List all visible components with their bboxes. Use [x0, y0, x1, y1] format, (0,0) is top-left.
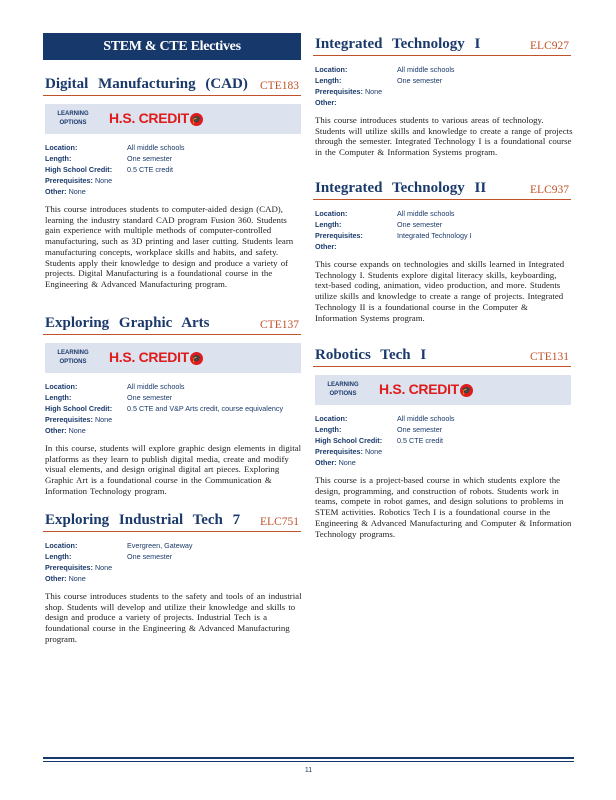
course-info	[315, 413, 571, 468]
location-label: Location:	[45, 143, 78, 152]
course-card	[313, 177, 571, 323]
course-info	[45, 381, 301, 436]
course-info	[45, 142, 301, 197]
course-code: ELC751	[260, 516, 299, 528]
course-title: Digital Manufacturing (CAD)	[45, 76, 248, 92]
course-header	[43, 312, 301, 335]
location-label: Location:	[45, 541, 78, 550]
other-label: Other:	[45, 426, 67, 435]
prereq-label: Prerequisites:	[315, 447, 363, 456]
length-label: Length:	[45, 552, 72, 561]
length-value: One semester	[397, 76, 443, 85]
course-description: This course introduces students to various areas of technology. Students will utilize skills and knowledge to create a range of projects through the semester. Integrated Technology I is a foundational course in the Computer & Information Systems program.	[315, 115, 573, 158]
other-label: Other:	[315, 98, 337, 107]
location-label: Location:	[315, 65, 348, 74]
course-title: Exploring Industrial Tech 7	[45, 512, 241, 528]
course-code: CTE137	[260, 319, 299, 331]
course-header	[43, 73, 301, 96]
hs-credit-value: 0.5 CTE credit	[397, 436, 443, 445]
length-label: Length:	[45, 154, 72, 163]
course-info	[315, 208, 571, 252]
hs-credit-label: H.S. CREDIT	[379, 381, 459, 397]
prereq-value: None	[364, 87, 383, 96]
course-card	[43, 312, 301, 497]
length-label: Length:	[45, 393, 72, 402]
course-code: ELC937	[530, 184, 569, 196]
section-banner: STEM & CTE Electives	[43, 33, 301, 60]
location-value: All middle schools	[397, 414, 455, 423]
learning-options-label: LEARNING OPTIONS	[327, 382, 359, 397]
course-description: In this course, students will explore graphic design elements in digital platforms as they learn to publish digital media, create and modify visual elements, and design original digital art pieces. Exploring Graphic Art is a foundational course in the Communication & Information Technology program.	[45, 443, 302, 496]
location-label: Location:	[315, 209, 348, 218]
prereq-value: Integrated Technology I	[397, 231, 472, 240]
prereq-label: Prerequisites:	[315, 231, 363, 240]
course-card	[43, 73, 301, 290]
length-value: One semester	[127, 154, 173, 163]
hs-credit-badge	[379, 381, 473, 397]
hs-credit-badge	[109, 349, 203, 365]
course-title: Robotics Tech I	[315, 347, 427, 363]
page-number: 11	[304, 767, 313, 774]
course-title: Integrated Technology II	[315, 180, 487, 196]
footer-rule-thin	[43, 761, 574, 762]
hs-credit-field-label: High School Credit:	[315, 436, 383, 445]
other-label: Other:	[45, 187, 67, 196]
other-value: None	[68, 426, 86, 435]
course-info	[45, 540, 301, 584]
hs-credit-field-label: High School Credit:	[45, 165, 113, 174]
other-value: None	[68, 574, 86, 583]
course-header	[43, 509, 301, 532]
course-card	[313, 33, 571, 158]
course-card	[313, 344, 571, 539]
length-value: One semester	[127, 393, 173, 402]
prereq-label: Prerequisites:	[45, 563, 93, 572]
length-label: Length:	[315, 220, 342, 229]
location-value: All middle schools	[127, 382, 185, 391]
hs-credit-label: H.S. CREDIT	[109, 110, 189, 126]
course-info	[315, 64, 571, 108]
course-title: Exploring Graphic Arts	[45, 315, 210, 331]
prereq-value: None	[94, 176, 113, 185]
location-value: Evergreen, Gateway	[127, 541, 193, 550]
prereq-label: Prerequisites:	[45, 176, 93, 185]
other-value: None	[338, 458, 356, 467]
footer-rule	[43, 757, 574, 759]
learning-options-label: LEARNING OPTIONS	[57, 350, 89, 365]
course-description: This course introduces students to the safety and tools of an industrial shop. Students will develop and utilize their knowledge and skills to design and produce a variety of projects. Industrial Tech is a foundational course in the Engineering & Advanced Manufacturing program.	[45, 591, 302, 644]
location-label: Location:	[45, 382, 78, 391]
course-code: CTE183	[260, 80, 299, 92]
prereq-value: None	[94, 563, 113, 572]
learning-options-label: LEARNING OPTIONS	[57, 111, 89, 126]
graduation-cap-icon: 🎓	[461, 386, 472, 395]
course-header	[313, 177, 571, 200]
course-description: This course is a project-based course in which students explore the design, programming, and construction of robots. Students work in teams, compete in robot games, and design solutions to problems in STEM activities. Robotics Tech I is a foundational course in the Engineering & Advanced Manufacturing and Computer & Information Technology programs.	[315, 475, 572, 539]
page-footer	[43, 757, 574, 774]
prereq-label: Prerequisites:	[315, 87, 363, 96]
prereq-value: None	[364, 447, 383, 456]
course-description: This course introduces students to computer-aided design (CAD), learning the industry standard CAD program Fusion 360. Students gain experience with multiple methods of computer-controlled manufacturing, such as 3D printing and laser cutting. Students learn manufacturing concepts, workplace skills and habits, and safety. Students apply their knowledge to design and produce a variety of projects. Digital Manufacturing is a foundational course in the Engineering & Advanced Manufacturing program.	[45, 204, 294, 289]
other-label: Other:	[315, 242, 337, 251]
location-label: Location:	[315, 414, 348, 423]
learning-options-box	[45, 343, 301, 373]
location-value: All middle schools	[127, 143, 185, 152]
location-value: All middle schools	[397, 65, 455, 74]
hs-credit-label: H.S. CREDIT	[109, 349, 189, 365]
graduation-cap-icon: 🎓	[191, 354, 202, 363]
hs-credit-value: 0.5 CTE credit	[127, 165, 173, 174]
length-value: One semester	[127, 552, 173, 561]
other-value: None	[68, 187, 86, 196]
course-title: Integrated Technology I	[315, 36, 481, 52]
other-label: Other:	[45, 574, 67, 583]
course-card	[43, 509, 301, 645]
course-description: This course expands on technologies and skills learned in Integrated Technology I. Students explore digital literacy skills, keyboarding, text-based coding, animation, video production, and more. Students utilize skills and knowledge to create a range of projects. Integrated Technology II is a foundational course in the Computer & Information Systems program.	[315, 259, 565, 323]
length-value: One semester	[397, 425, 443, 434]
hs-credit-field-label: High School Credit:	[45, 404, 113, 413]
prereq-value: None	[94, 415, 113, 424]
hs-credit-badge	[109, 110, 203, 126]
course-code: ELC927	[530, 40, 569, 52]
course-header	[313, 33, 571, 56]
course-header	[313, 344, 571, 367]
hs-credit-value: 0.5 CTE and V&P Arts credit, course equivalency	[127, 404, 284, 413]
course-code: CTE131	[530, 351, 569, 363]
other-label: Other:	[315, 458, 337, 467]
prereq-label: Prerequisites:	[45, 415, 93, 424]
length-label: Length:	[315, 76, 342, 85]
length-label: Length:	[315, 425, 342, 434]
learning-options-box	[315, 375, 571, 405]
graduation-cap-icon: 🎓	[191, 115, 202, 124]
location-value: All middle schools	[397, 209, 455, 218]
learning-options-box	[45, 104, 301, 134]
length-value: One semester	[397, 220, 443, 229]
